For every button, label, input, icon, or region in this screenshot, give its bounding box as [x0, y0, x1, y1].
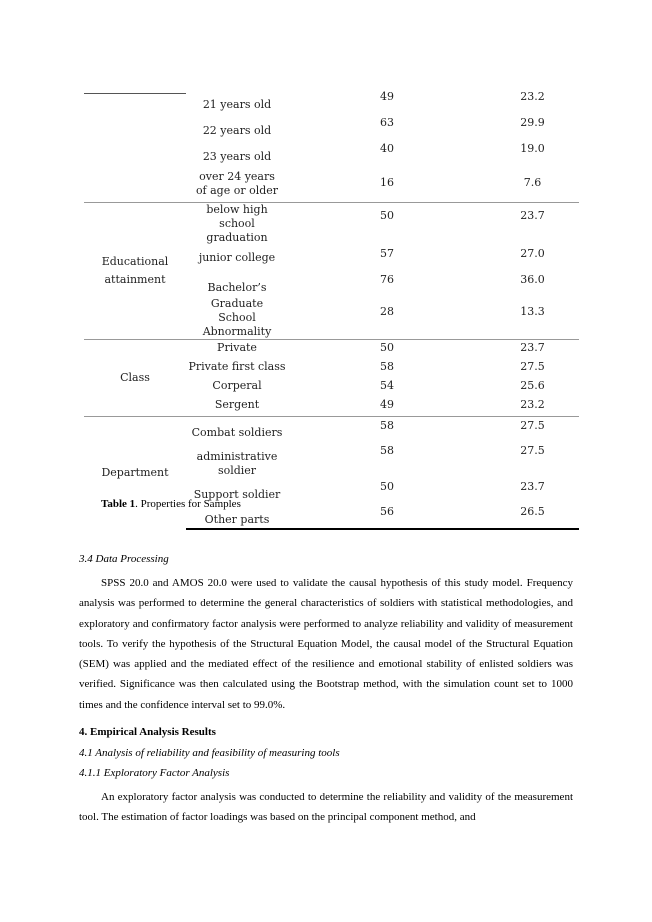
- table-row: [84, 88, 579, 114]
- sample-properties-table: [84, 88, 579, 530]
- row-percent: 26.5: [486, 503, 579, 529]
- row-label: Combat soldiers: [186, 416, 288, 442]
- row-percent: 27.5: [520, 444, 545, 457]
- row-percent: 23.2: [520, 398, 545, 412]
- row-percent: 29.9: [520, 116, 545, 129]
- section-4-1-1-paragraph: An exploratory factor analysis was conducted to determine the reliability and validity of the measurement tool. The estimation of factor loadings was based on the principal component method, and: [79, 791, 573, 824]
- row-count: 50: [288, 339, 486, 357]
- row-count: 57: [380, 246, 394, 260]
- category-class: Class: [84, 339, 186, 416]
- row-label: Corperal: [212, 378, 262, 392]
- row-count: 63: [380, 116, 394, 129]
- section-heading-4: 4. Empirical Analysis Results: [79, 726, 216, 738]
- row-count: 28: [380, 304, 394, 318]
- row-percent: 19.0: [520, 142, 545, 155]
- row-count: 49: [380, 90, 394, 103]
- row-label: Other parts: [186, 503, 288, 529]
- table-row: [84, 416, 579, 442]
- row-count: 50: [380, 480, 394, 493]
- row-count: 76: [380, 272, 394, 286]
- table-row: [84, 339, 579, 357]
- table-caption: [101, 498, 241, 510]
- category-cell-empty: [84, 88, 186, 202]
- row-count: 58: [380, 359, 394, 373]
- row-percent: 27.5: [520, 359, 545, 373]
- row-label: 21 years old: [202, 98, 272, 111]
- row-label: Private: [186, 339, 288, 357]
- row-percent: 23.2: [520, 90, 545, 103]
- table-row: [84, 202, 579, 245]
- row-label: administrative soldier: [196, 450, 278, 477]
- row-label: Private first class: [188, 359, 286, 373]
- row-label: Graduate School Abnormality: [202, 296, 272, 338]
- table-caption-text: . Properties for Samples: [135, 498, 241, 510]
- row-count: 58: [380, 444, 394, 457]
- section-heading-3-4: 3.4 Data Processing: [79, 553, 169, 565]
- row-label: Bachelor’s: [207, 280, 267, 294]
- section-heading-4-1-1: 4.1.1 Exploratory Factor Analysis: [79, 767, 230, 779]
- row-count: 50: [288, 202, 486, 245]
- table-caption-label: Table 1: [101, 498, 136, 510]
- row-percent: 36.0: [520, 272, 545, 286]
- row-label: Support soldier: [193, 487, 281, 501]
- row-percent: 23.7: [486, 339, 579, 357]
- row-percent: 25.6: [520, 378, 545, 392]
- row-percent: 13.3: [520, 304, 545, 318]
- row-label: 23 years old: [202, 150, 272, 163]
- row-label: over 24 years of age or older: [195, 169, 279, 197]
- row-label: junior college: [198, 250, 276, 264]
- row-percent: 23.7: [486, 202, 579, 245]
- row-count: 40: [380, 142, 394, 155]
- row-count: 58: [288, 416, 486, 442]
- row-count: 49: [380, 398, 394, 412]
- section-3-4-paragraph: SPSS 20.0 and AMOS 20.0 were used to validate the causal hypothesis of this study model. Frequency analysis was performed to determine the general characteristics of soldiers with statistical methodologies, and exploratory and confirmatory factor analysis were performed to analyze reliability and validity of measurement tools. To verify the hypothesis of the Structural Equation Model, the causal model of the Structural Equation (SEM) was applied and the mediated effect of the resilience and emotional stability of enlisted soldiers was verified. Significance was then calculated using the Bootstrap method, with the simulation count set to 1000 times and the confidence interval set to 99.0%.: [79, 577, 573, 711]
- row-percent: 7.6: [523, 176, 542, 189]
- row-label: 22 years old: [202, 124, 272, 137]
- row-count: 56: [288, 503, 486, 529]
- row-count: 16: [380, 176, 394, 189]
- row-percent: 23.7: [520, 480, 545, 493]
- category-educational-attainment: Educational attainment: [84, 202, 186, 339]
- row-label: Sergent: [214, 398, 260, 412]
- section-heading-4-1: 4.1 Analysis of reliability and feasibility of measuring tools: [79, 747, 340, 759]
- category-department: Department: [84, 416, 186, 529]
- row-percent: 27.5: [486, 416, 579, 442]
- row-count: 54: [380, 378, 394, 392]
- row-label: below high school graduation: [186, 202, 288, 245]
- row-percent: 27.0: [520, 246, 545, 260]
